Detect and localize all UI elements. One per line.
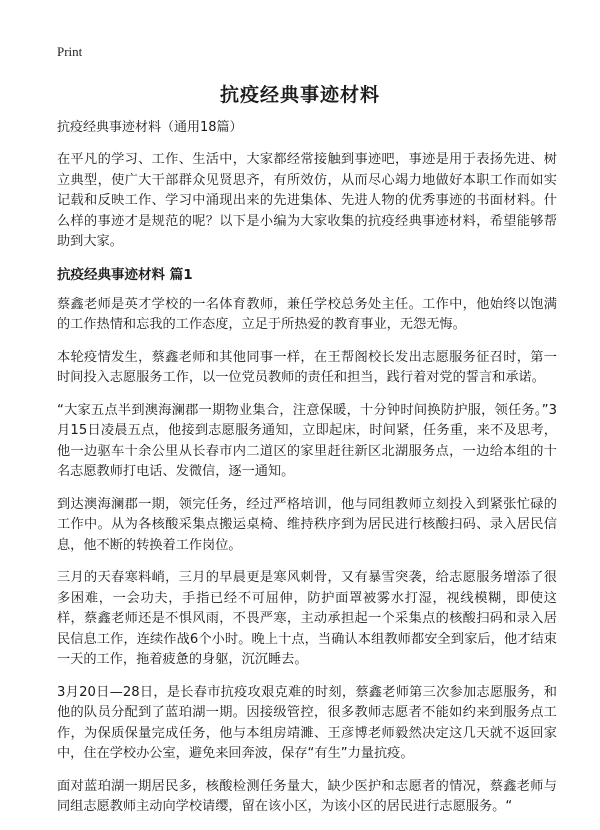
print-link[interactable]: Print [57, 44, 83, 59]
body-paragraph-2: 本轮疫情发生，蔡鑫老师和其他同事一样，在王帮阁校长发出志愿服务征召时，第一时间投入志愿服务工作，以一位党员教师的责任和担当，践行着对党的誓言和承诺。 [57, 349, 557, 385]
intro-paragraph: 在平凡的学习、工作、生活中，大家都经常接触到事迹吧，事迹是用于表扬先进、树立典型，使广大干部群众见贤思齐，有所效仿，从而尽心竭力地做好本职工作而如实记载和反映工作、学习中涌现出来的先进集体、先进人物的优秀事迹的书面材料。什么样的事迹才是规范的呢？以下是小编为大家收集的抗疫经典事迹材料，希望能够帮助到大家。 [57, 152, 557, 249]
body-paragraph-5: 三月的天春寒料峭，三月的早晨更是寒风刺骨，又有暴雪突袭，给志愿服务增添了很多困难，一会功夫，手指已经不可屈伸，防护面罩被雾水打湿，视线模糊，即使这样，蔡鑫老师还是不惧风雨，不畏严寒，主动承担起一个采集点的核酸扫码和录入居民信息工作，连续作战6个小时。晚上十点，当确认本组教师都安全到家后，他才结束一天的工作，拖着疲惫的身躯，沉沉睡去。 [57, 570, 557, 667]
body-paragraph-7: 面对蓝珀湖一期居民多，核酸检测任务量大，缺少医护和志愿者的情况，蔡鑫老师与同组志愿教师主动向学校请缨，留在该小区，为该小区的居民进行志愿服务。“ [57, 778, 557, 814]
body-paragraph-3: “大家五点半到澳海澜郡一期物业集合，注意保暖，十分钟时间换防护服，领任务。”3月15日凌晨五点，他接到志愿服务通知，立即起床，时间紧，任务重，来不及思考，他一边驱车十余公里从长春市内二道区的家里赶往新区北湖服务点，一边给本组的十名志愿教师打电话、发微信，逐一通知。 [57, 402, 557, 479]
body-paragraph-1: 蔡鑫老师是英才学校的一名体育教师，兼任学校总务处主任。工作中，他始终以饱满的工作热情和忘我的工作态度，立足于所热爱的教育事业，无怨无悔。 [57, 296, 557, 332]
body-paragraph-4: 到达澳海澜郡一期，领完任务，经过严格培训，他与同组教师立刻投入到紧张忙碌的工作中。从为各核酸采集点搬运桌椅、维持秩序到为居民进行核酸扫码、录入居民信息，他不断的转换着工作岗位。 [57, 496, 557, 553]
document-body [57, 118, 557, 830]
page-title: 抗疫经典事迹材料 [219, 84, 380, 106]
document-subtitle: 抗疫经典事迹材料（通用18篇） [57, 120, 243, 135]
section-heading: 抗疫经典事迹材料 篇1 [57, 266, 193, 283]
body-paragraph-6: 3月20日—28日，是长春市抗疫攻艰克难的时刻，蔡鑫老师第三次参加志愿服务，和他的队员分配到了蓝珀湖一期。因接级管控，很多教师志愿者不能如约来到服务点工作，为保质保量完成任务，他与本组房靖濉、王彦博老师毅然决定这几天就不返回家中，住在学校办公室，避免来回奔波，保存“有生”力量抗疫。 [57, 684, 557, 761]
